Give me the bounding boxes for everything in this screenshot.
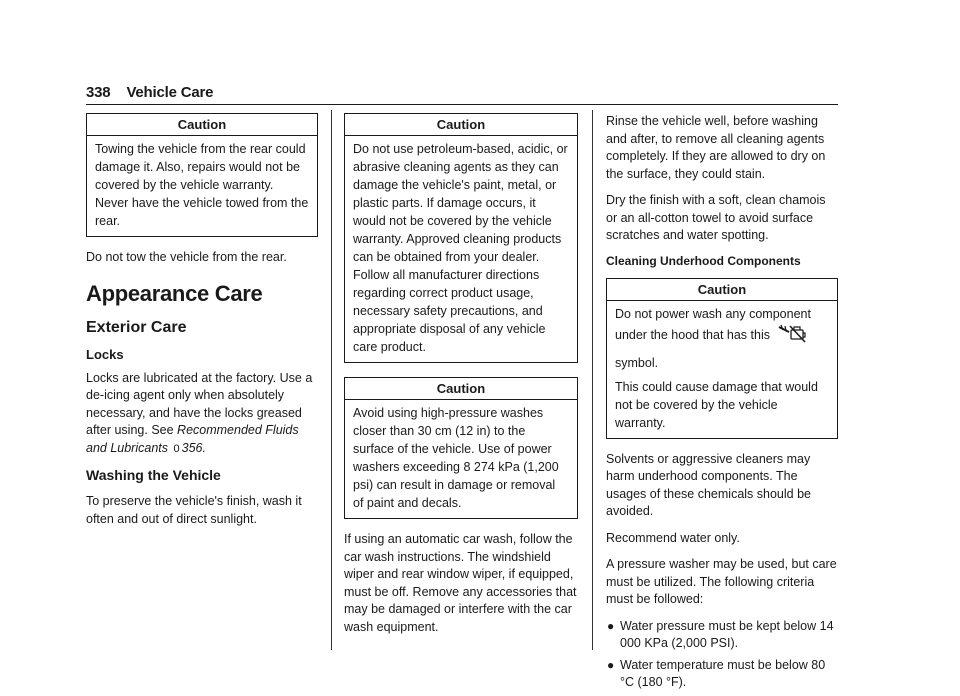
caution-title: Caution (345, 378, 577, 400)
locks-text: Locks are lubricated at the factory. Use a de-icing agent only when absolutely necessary, and have the locks greased after using. See (86, 370, 313, 437)
tow-note: Do not tow the vehicle from the rear. (86, 250, 287, 264)
column-1 (86, 113, 318, 537)
header-rule (86, 104, 838, 105)
washing-heading: Washing the Vehicle (86, 467, 221, 483)
section-title: Vehicle Care (126, 84, 214, 101)
exterior-care-heading: Exterior Care (86, 318, 187, 336)
caution-text-line3: This could cause damage that would not be covered by the vehicle warranty. (615, 379, 818, 430)
caution-text-line2: symbol. (615, 355, 659, 370)
fluids-reference-link[interactable]: Recommended Fluids and Lubricants (86, 423, 299, 455)
solvents-text: Solvents or aggressive cleaners may harm underhood components. The usages of these chemicals should be avoided. (606, 451, 811, 518)
bullet-icon: ● (607, 618, 615, 633)
washing-text: To preserve the vehicle's finish, wash it often and out of direct sunlight. (86, 494, 302, 526)
pressure-text: A pressure washer may be used, but care must be utilized. The following criteria must be followed: (606, 557, 837, 606)
no-power-wash-icon (777, 323, 807, 348)
page-reference-arrow-icon: 0 (173, 442, 180, 455)
caution-text: Avoid using high-pressure washes closer than 30 cm (12 in) to the surface of the vehicle. Use of power washers exceeding 8 274 kPa (1,200 psi) can result in damage or removal of paint and decals. (353, 406, 559, 510)
caution-text-line1: Do not power wash any component under the hood that has this (615, 305, 829, 348)
list-item: ● Water pressure must be kept below 14 000 KPa (2,000 PSI). (607, 618, 834, 650)
underhood-heading: Cleaning Underhood Components (606, 253, 801, 268)
column-divider-2 (592, 110, 593, 650)
column-3 (606, 113, 838, 696)
column-divider-1 (331, 110, 332, 650)
caution-box-cleaning-agents (344, 113, 578, 363)
caution-title: Caution (87, 114, 317, 136)
locks-heading: Locks (86, 346, 124, 362)
page-header (86, 84, 838, 101)
caution-text: Do not use petroleum-based, acidic, or abrasive cleaning agents as they can damage the vehicle's paint, metal, or plastic parts. If damage occurs, it would not be covered by the vehicle warranty. Approved cleaning products can be obtained from your dealer. Follow all manufacturer directions regarding correct product usage, necessary safety precautions, and appropriate disposal of any vehicle care product. (353, 142, 568, 354)
caution-box-towing (86, 113, 318, 237)
bullet-icon: ● (607, 657, 615, 672)
water-text: Recommend water only. (606, 530, 740, 545)
car-wash-text: If using an automatic car wash, follow the car wash instructions. The windshield wiper and rear window wiper, if equipped, must be off. Remove any accessories that may be damaged or interfere with the car wash equipment. (344, 532, 577, 634)
caution-box-underhood (606, 278, 838, 439)
list-item: ● Water temperature must be below 80 °C (180 °F). (607, 657, 826, 689)
dry-text: Dry the finish with a soft, clean chamois or an all-cotton towel to avoid surface scratches and water spotting. (606, 193, 826, 242)
appearance-care-heading: Appearance Care (86, 280, 263, 306)
caution-title: Caution (345, 114, 577, 136)
caution-text: Towing the vehicle from the rear could damage it. Also, repairs would not be covered by the vehicle warranty. Never have the vehicle towed from the rear. (95, 142, 309, 228)
rinse-text: Rinse the vehicle well, before washing and after, to remove all cleaning agents completely. If they are allowed to dry on the surface, they could stain. (606, 114, 826, 181)
caution-title: Caution (607, 279, 837, 301)
column-2 (344, 113, 578, 645)
caution-box-high-pressure (344, 377, 578, 519)
locks-paragraph (86, 370, 318, 459)
fluids-reference-page[interactable]: 356. (181, 440, 206, 455)
criteria-list (606, 618, 838, 692)
page-number: 338 (86, 84, 111, 101)
